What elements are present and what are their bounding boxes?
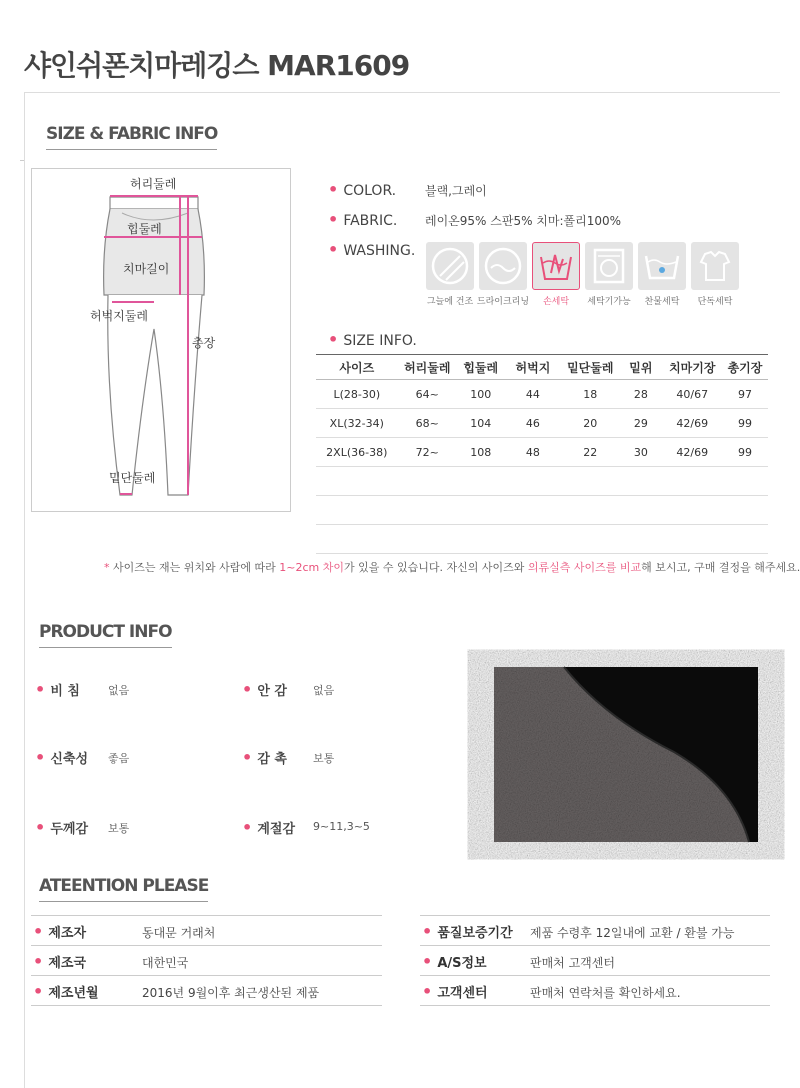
bullet-dot: • (328, 240, 339, 259)
label-total-length: 총장 (192, 336, 216, 350)
att-label: 제조년월 (48, 986, 99, 1001)
bullet-dot: • (33, 982, 44, 1001)
divider (31, 1005, 382, 1006)
label-hip: 힙둘레 (127, 222, 162, 236)
pi-value: 9~11,3~5 (313, 820, 370, 833)
table-cell: 42/69 (663, 409, 722, 438)
fabric-photo-drawing (494, 667, 758, 842)
divider (31, 975, 382, 976)
table-cell: 44 (504, 380, 561, 409)
table-cell: 29 (619, 409, 662, 438)
table-cell: XL(32-34) (316, 409, 398, 438)
pi-label: 계절감 (257, 822, 296, 837)
note-highlight-1: 1~2cm 차이 (279, 561, 344, 574)
cold-water-icon (638, 242, 686, 290)
pi-item-thickness (35, 818, 88, 837)
frame-tick (20, 160, 24, 161)
leggings-diagram (31, 168, 291, 512)
att-label: A/S정보 (437, 956, 487, 971)
att-value: 판매처 고객센터 (530, 956, 615, 970)
table-cell: L(28-30) (316, 380, 398, 409)
table-cell: 99 (722, 438, 768, 467)
note-text-2: 가 있을 수 있습니다. 자신의 사이즈와 (343, 561, 528, 574)
table-row-empty (316, 525, 768, 554)
divider (420, 915, 770, 916)
label-waist: 허리둘레 (130, 177, 177, 191)
shade-dry-icon (426, 242, 474, 290)
label-skirt-length: 치마길이 (123, 262, 170, 276)
washing-machine-icon (585, 242, 633, 290)
note-highlight-2: 의류실측 사이즈를 비교 (527, 561, 642, 574)
bullet-dot: • (35, 748, 46, 767)
note-text-1: 사이즈는 재는 위치와 사람에 따라 (113, 561, 280, 574)
col-header: 허리둘레 (398, 355, 457, 380)
divider (31, 945, 382, 946)
color-value: 블랙,그레이 (425, 184, 487, 198)
att-value: 동대문 거래처 (142, 926, 216, 940)
table-cell: 20 (561, 409, 619, 438)
label-thigh: 허벅지둘레 (90, 309, 148, 323)
table-cell: 64~ (398, 380, 457, 409)
note-text-3: 해 보시고, 구매 결정을 해주세요. (641, 561, 800, 574)
bullet-dot: • (422, 922, 433, 941)
pi-item-lining (242, 680, 287, 699)
pi-label: 안 감 (257, 684, 287, 699)
pi-item-season (242, 818, 295, 837)
bullet-dot: • (33, 922, 44, 941)
att-right-3 (422, 982, 488, 1001)
attention-heading: ATEENTION PLEASE (39, 876, 209, 896)
bullet-dot: • (242, 818, 253, 837)
pi-value: 없음 (108, 684, 130, 697)
table-row-empty (316, 467, 768, 496)
table-cell: 22 (561, 438, 619, 467)
pi-label: 감 촉 (257, 752, 287, 767)
fabric-row (328, 210, 397, 229)
wash-label-4: 세탁기가능 (587, 297, 631, 307)
pi-label: 신축성 (50, 752, 89, 767)
pi-value: 보통 (313, 752, 335, 765)
pi-value: 없음 (313, 684, 335, 697)
bullet-dot: • (328, 180, 339, 199)
wash-label-5: 찬물세탁 (644, 297, 680, 307)
divider (420, 945, 770, 946)
color-row (328, 180, 396, 199)
table-cell: 68~ (398, 409, 457, 438)
color-label: COLOR. (343, 183, 397, 199)
bullet-dot: • (422, 982, 433, 1001)
product-title: 샤인쉬폰치마레깅스 MAR1609 (24, 49, 410, 82)
bullet-dot: • (328, 330, 339, 349)
fabric-photo (494, 667, 758, 842)
table-row-empty (316, 496, 768, 525)
size-table-header (316, 355, 768, 380)
frame-top-line (24, 92, 780, 93)
dry-clean-icon (479, 242, 527, 290)
col-header: 밑위 (619, 355, 662, 380)
bullet-dot: • (422, 952, 433, 971)
bullet-dot: • (328, 210, 339, 229)
size-info-row (328, 330, 417, 349)
col-header: 밑단둘레 (561, 355, 619, 380)
att-right-1 (422, 922, 513, 941)
pi-label: 비 침 (50, 684, 80, 699)
wash-separately-icon (691, 242, 739, 290)
col-header: 허벅지 (504, 355, 561, 380)
size-note (104, 559, 800, 575)
table-cell: 97 (722, 380, 768, 409)
table-cell: 99 (722, 409, 768, 438)
att-value: 판매처 연락처를 확인하세요. (530, 986, 681, 1000)
size-table (316, 354, 768, 554)
bullet-dot: • (35, 680, 46, 699)
bullet-dot: • (242, 748, 253, 767)
att-label: 제조자 (48, 926, 87, 941)
divider (420, 1005, 770, 1006)
att-left-2 (33, 952, 86, 971)
table-cell: 2XL(36-38) (316, 438, 398, 467)
table-cell: 30 (619, 438, 662, 467)
pi-value: 좋음 (108, 752, 130, 765)
fabric-value: 레이온95% 스판5% 치마:폴리100% (425, 214, 622, 228)
fabric-label: FABRIC. (343, 213, 398, 229)
att-label: 품질보증기간 (437, 926, 513, 941)
table-cell: 18 (561, 380, 619, 409)
att-right-2 (422, 952, 487, 971)
pi-label: 두께감 (50, 822, 89, 837)
pi-value: 보통 (108, 822, 130, 835)
table-cell: 104 (457, 409, 505, 438)
att-label: 고객센터 (437, 986, 488, 1001)
table-cell: 40/67 (663, 380, 722, 409)
wash-label-2: 드라이크리닝 (476, 297, 530, 307)
washing-row (328, 240, 415, 259)
table-cell: 42/69 (663, 438, 722, 467)
table-row (316, 438, 768, 467)
pi-item-stretch (35, 748, 88, 767)
wash-label-6: 단독세탁 (697, 297, 733, 307)
hand-wash-icon (532, 242, 580, 290)
table-cell: 48 (504, 438, 561, 467)
divider (31, 915, 382, 916)
note-star: * (104, 561, 110, 574)
col-header: 힙둘레 (457, 355, 505, 380)
table-row (316, 380, 768, 409)
table-cell: 28 (619, 380, 662, 409)
att-left-3 (33, 982, 99, 1001)
bullet-dot: • (33, 952, 44, 971)
divider (420, 975, 770, 976)
table-cell: 46 (504, 409, 561, 438)
size-info-label: SIZE INFO. (343, 333, 417, 349)
att-label: 제조국 (48, 956, 87, 971)
att-value: 대한민국 (142, 956, 189, 970)
col-header: 치마기장 (663, 355, 722, 380)
table-cell: 100 (457, 380, 505, 409)
att-left-1 (33, 922, 86, 941)
frame-left-line (24, 92, 25, 1088)
label-hem: 밑단둘레 (109, 471, 156, 485)
col-header: 총기장 (722, 355, 768, 380)
product-info-heading: PRODUCT INFO (39, 622, 172, 642)
washing-label: WASHING. (343, 243, 416, 259)
bullet-dot: • (35, 818, 46, 837)
wash-label-1: 그늘에 건조 (426, 297, 474, 307)
att-value: 제품 수령후 12일내에 교환 / 환불 가능 (530, 926, 735, 940)
table-row (316, 409, 768, 438)
wash-label-3: 손세탁 (542, 297, 570, 307)
att-value: 2016년 9월이후 최근생산된 제품 (142, 986, 320, 1000)
size-fabric-heading: SIZE & FABRIC INFO (46, 124, 218, 144)
table-cell: 72~ (398, 438, 457, 467)
bullet-dot: • (242, 680, 253, 699)
pi-item-texture (242, 748, 287, 767)
pi-item-sheer (35, 680, 80, 699)
col-header: 사이즈 (316, 355, 398, 380)
table-cell: 108 (457, 438, 505, 467)
